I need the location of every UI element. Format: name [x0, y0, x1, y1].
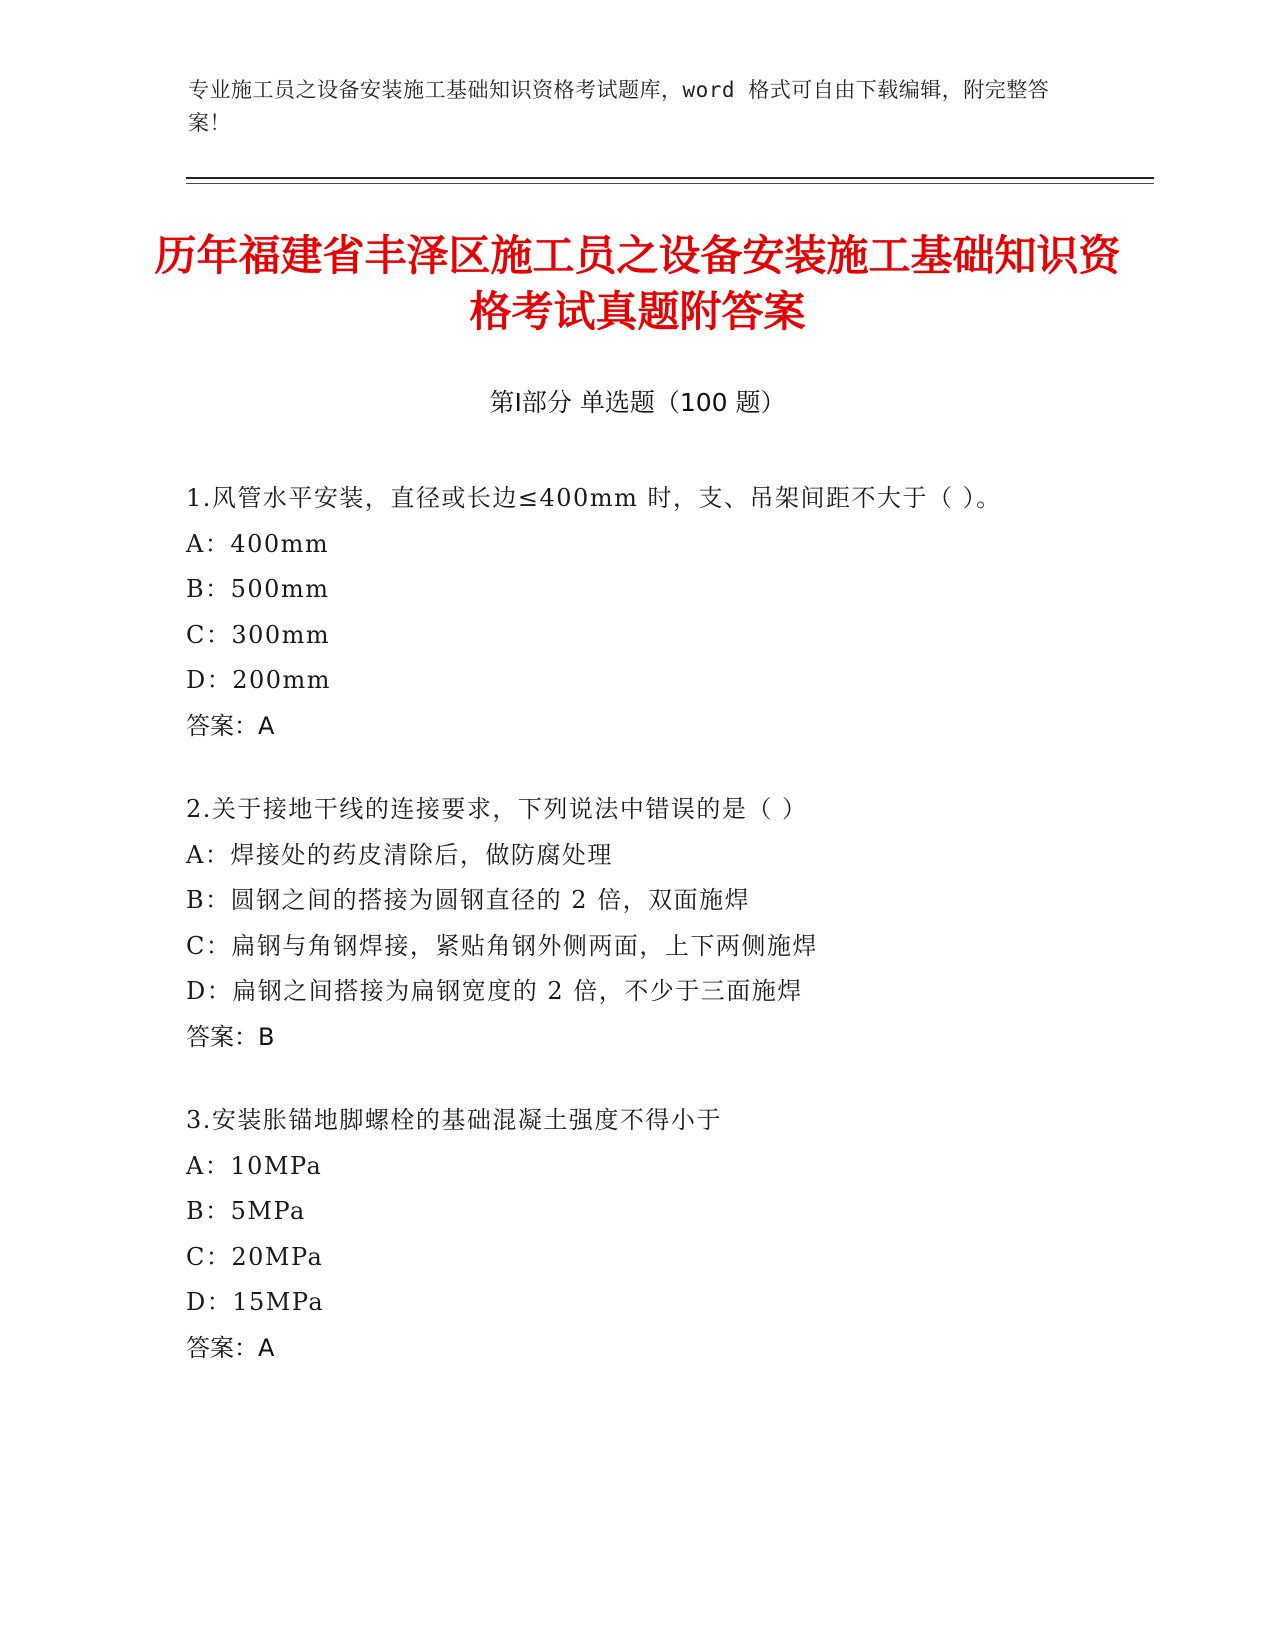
- question-list: [186, 476, 1086, 1409]
- option-b: B：500mm: [186, 575, 330, 603]
- question-1: [186, 476, 1086, 749]
- option-d: D：15MPa: [186, 1288, 325, 1316]
- option-c: C：300mm: [186, 620, 331, 649]
- option-a: A：400mm: [186, 529, 330, 558]
- option-d: D：200mm: [186, 666, 332, 694]
- document-title: 历年福建省丰泽区施工员之设备安装施工基础知识资格考试真题附答案: [154, 231, 1121, 336]
- option-c: C：20MPa: [186, 1242, 324, 1271]
- question-3: [186, 1098, 1086, 1371]
- question-2: [186, 787, 1086, 1060]
- section-title: 第Ⅰ部分 单选题（100 题）: [489, 388, 786, 417]
- option-d: D：扁钢之间搭接为扁钢宽度的 2 倍，不少于三面施焊: [186, 977, 803, 1005]
- question-stem: 3.安装胀锚地脚螺栓的基础混凝土强度不得小于: [186, 1106, 722, 1134]
- option-c: C：扁钢与角钢焊接，紧贴角钢外侧两面，上下两侧施焊: [186, 931, 818, 960]
- question-stem: 2.关于接地干线的连接要求，下列说法中错误的是（ ）: [186, 795, 808, 823]
- header-note: 专业施工员之设备安装施工基础知识资格考试题库，word 格式可自由下载编辑，附完整答案！: [188, 78, 1050, 135]
- header-divider-thin: [186, 183, 1154, 184]
- answer: 答案：B: [186, 1022, 275, 1051]
- option-b: B：5MPa: [186, 1197, 306, 1225]
- header-divider-thick: [186, 177, 1154, 179]
- answer: 答案：A: [186, 1333, 275, 1362]
- question-stem: 1.风管水平安装，直径或长边≤400mm 时，支、吊架间距不大于（ ）。: [186, 484, 1002, 512]
- option-b: B：圆钢之间的搭接为圆钢直径的 2 倍，双面施焊: [186, 886, 751, 914]
- option-a: A：焊接处的药皮清除后，做防腐处理: [186, 840, 613, 869]
- answer: 答案：A: [186, 711, 275, 740]
- option-a: A：10MPa: [186, 1151, 323, 1180]
